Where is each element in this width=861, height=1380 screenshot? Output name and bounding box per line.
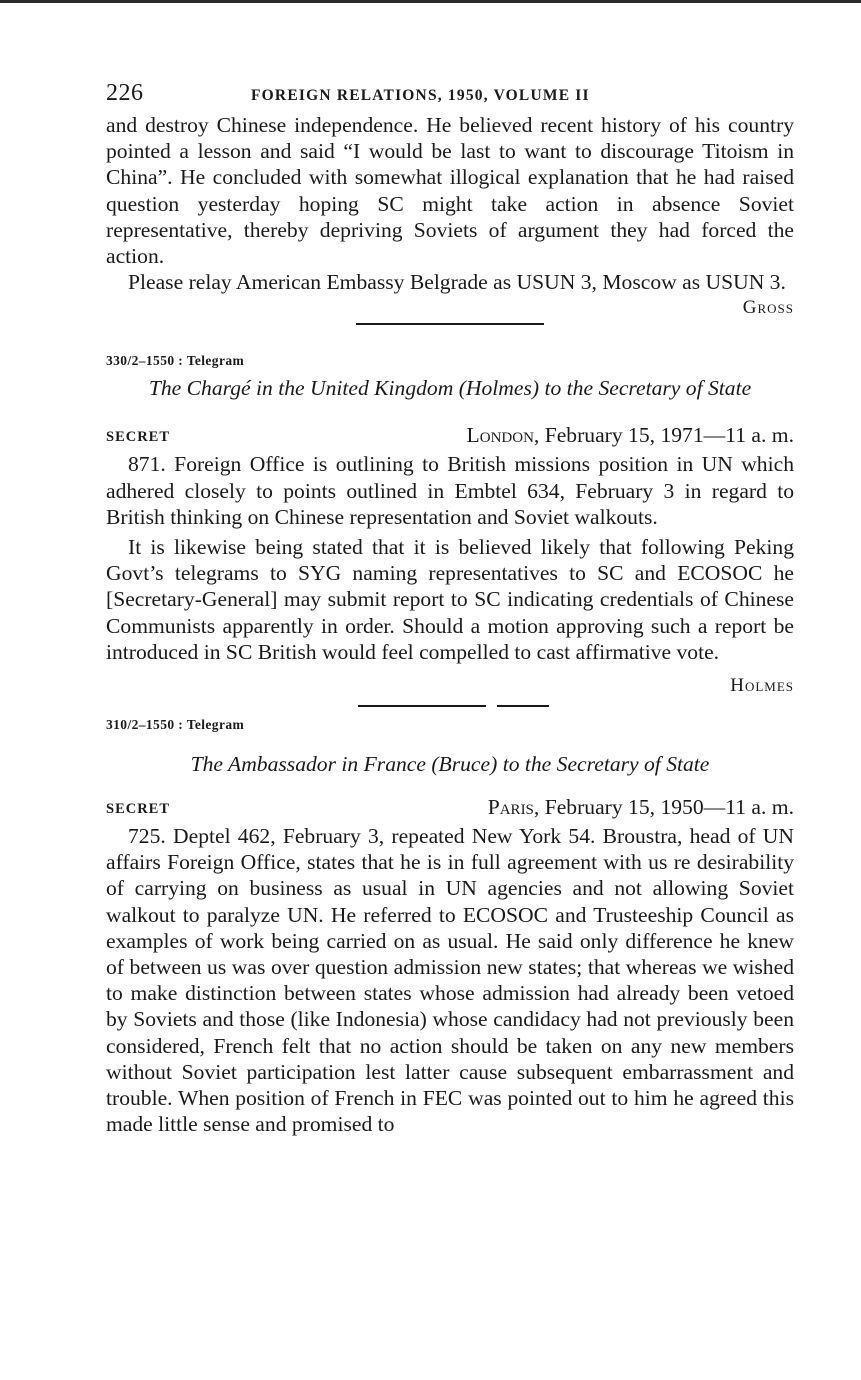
divider-line (356, 323, 544, 325)
page-number: 226 (106, 80, 144, 106)
doc1-paragraph-1: 871. Foreign Office is outlining to British missions position in UN which adhered closely to points outlined in Embtel 634, February 3 in regard to British thinking on Chinese representation and Soviet walkouts. (106, 452, 794, 529)
dateline-date-1: , February 15, 1971—11 a. m. (533, 423, 794, 448)
file-number-2: 310/2–1550 : Telegram (106, 717, 245, 733)
dateline-place-2: Paris (487, 795, 534, 820)
dateline-2 (488, 795, 794, 820)
signature-holmes: Holmes (730, 675, 794, 697)
intro-paragraph-1: and destroy Chinese independence. He believed recent history of his country pointed a lesson and said “I would be last to want to discourage Titoism in China”. He concluded with somewhat illogical explanation that he had raised question yesterday hoping SC might take action in absence Soviet representative, thereby depriving Soviets of argument they had forced the action. (106, 113, 794, 269)
book-title: FOREIGN RELATIONS, 1950, VOLUME II (251, 87, 590, 104)
dateline-place-1: London (466, 423, 534, 448)
doc1-paragraph-2: It is likewise being stated that it is believed likely that following Peking Govt’s telegrams to SYG naming representatives to SC and ECOSOC he [Secretary-General] may submit report to SC indicating credentials of Chinese Communists apparently in order. Should a motion approving such a report be introduced in SC British would feel compelled to cast affirmative vote. (106, 535, 794, 664)
document-title-1: The Chargé in the United Kingdom (Holmes) to the Secretary of State (148, 376, 752, 401)
signature-gross: Gross (742, 297, 794, 319)
document-page (106, 78, 794, 1137)
divider-line-right (497, 705, 549, 707)
divider-line-left (358, 705, 486, 707)
classification-1: SECRET (106, 429, 171, 446)
dateline-1 (467, 423, 794, 448)
document-title-2: The Ambassador in France (Bruce) to the Secretary of State (190, 752, 710, 777)
section-divider-1 (106, 323, 794, 337)
dateline-row-2 (106, 793, 794, 823)
dateline-row-1 (106, 421, 794, 451)
classification-2: SECRET (106, 801, 171, 818)
doc2-paragraph-1: 725. Deptel 462, February 3, repeated New York 54. Broustra, head of UN affairs Foreign Office, states that he is in full agreement with us re desirability of carrying on business as usual in UN agencies and not allowing Soviet walkout to paralyze UN. He referred to ECOSOC and Trusteeship Council as examples of work being carried on as usual. He said only difference he knew of between us was over question admission new states; that whereas we wished to make distinction between states whose admission had already been vetoed by Soviets and those (like Indonesia) whose candidacy had not previously been considered, French felt that no action should be taken on any new members without Soviet participation lest latter cause subsequent embarrassment and trouble. When position of French in FEC was pointed out to him he agreed this made little sense and promised to (106, 824, 794, 1137)
section-divider-2 (106, 701, 794, 715)
running-header (106, 78, 794, 112)
intro-paragraph-2: Please relay American Embassy Belgrade as USUN 3, Moscow as USUN 3. (128, 270, 786, 295)
dateline-date-2: , February 15, 1950—11 a. m. (533, 795, 794, 820)
page-top-edge (0, 0, 861, 3)
file-number-1: 330/2–1550 : Telegram (106, 353, 245, 369)
